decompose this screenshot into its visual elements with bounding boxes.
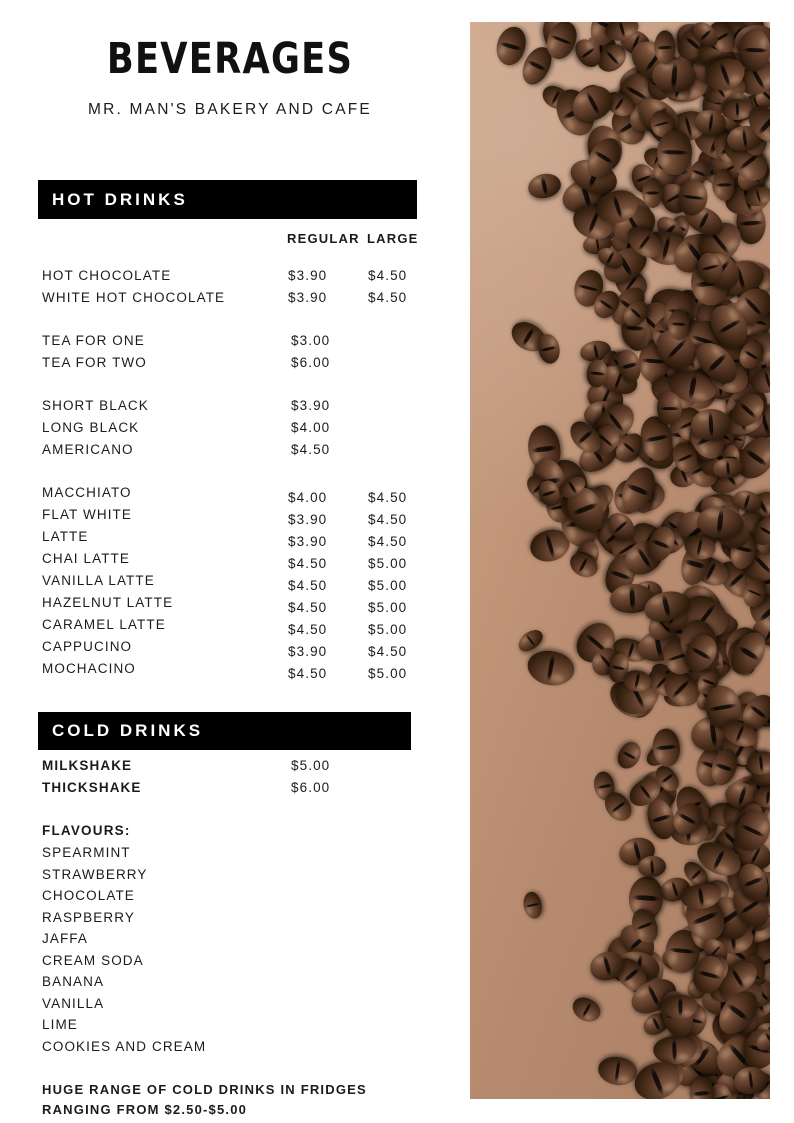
- list-item: BANANA: [42, 974, 105, 989]
- menu-item-price-large: $4.50: [368, 268, 408, 283]
- menu-item-price-large: $5.00: [368, 600, 408, 615]
- menu-item-price-regular: $3.90: [291, 398, 331, 413]
- footnote: [42, 1080, 442, 1120]
- menu-group-spacer: [38, 377, 448, 398]
- menu-item-price-regular: $3.90: [288, 534, 328, 549]
- section-heading-hot-drinks: [38, 180, 417, 219]
- coffee-bean: [654, 30, 676, 65]
- menu-item-row: [38, 420, 448, 442]
- menu-item-price-large: $5.00: [368, 556, 408, 571]
- list-item: CREAM SODA: [42, 952, 144, 968]
- menu-item-price-regular: $3.90: [288, 268, 328, 283]
- menu-item-row: [38, 485, 448, 507]
- list-item: LIME: [42, 1017, 78, 1032]
- menu-item-name: HOT CHOCOLATE: [42, 268, 172, 283]
- menu-item-price-regular: $4.50: [288, 666, 328, 681]
- menu-item-name: LATTE: [42, 529, 89, 544]
- menu-item-row: [38, 507, 448, 529]
- menu-item-row: [38, 398, 448, 420]
- page-subtitle: MR. MAN'S BAKERY AND CAFE: [88, 101, 372, 118]
- menu-item-row: [38, 355, 448, 377]
- menu-item-row: [38, 661, 448, 683]
- menu-item-price-regular: $6.00: [291, 780, 331, 795]
- menu-item-price-large: $5.00: [368, 622, 408, 637]
- menu-item-name: FLAT WHITE: [42, 507, 133, 522]
- column-header-large: LARGE: [367, 231, 419, 246]
- menu-item-name: CARAMEL LATTE: [42, 617, 166, 632]
- menu-item-row: [38, 551, 448, 573]
- menu-item-row: [38, 442, 448, 464]
- menu-item-name: CAPPUCINO: [42, 639, 133, 654]
- menu-item-name: TEA FOR TWO: [42, 355, 147, 370]
- menu-item-name: CHAI LATTE: [42, 551, 131, 566]
- menu-item-price-regular: $6.00: [291, 355, 331, 370]
- menu-item-row: [38, 573, 448, 595]
- coffee-bean: [663, 995, 698, 1019]
- menu-item-name: VANILLA LATTE: [42, 573, 155, 588]
- menu-item-name: HAZELNUT LATTE: [42, 595, 174, 610]
- menu-item-name: TEA FOR ONE: [42, 333, 145, 348]
- menu-item-name: MOCHACINO: [42, 661, 136, 676]
- section-heading-hot-drinks-label: HOT DRINKS: [52, 189, 188, 209]
- menu-item-row: [38, 780, 448, 802]
- menu-item-price-large: $5.00: [368, 666, 408, 681]
- menu-item-price-regular: $4.00: [291, 420, 331, 435]
- menu-item-price-large: $4.50: [368, 512, 408, 527]
- list-item: STRAWBERRY: [42, 866, 148, 882]
- list-item: JAFFA: [42, 931, 89, 946]
- footnote-line-1: HUGE RANGE OF COLD DRINKS IN FRIDGES: [42, 1082, 367, 1097]
- section-heading-cold-drinks: [38, 712, 411, 750]
- menu-item-row: [38, 268, 448, 290]
- menu-item-price-large: $4.50: [368, 534, 408, 549]
- menu-item-price-regular: $3.00: [291, 333, 331, 348]
- menu-item-price-regular: $3.90: [288, 644, 328, 659]
- coffee-bean: [712, 168, 735, 201]
- menu-item-price-large: $4.50: [368, 290, 408, 305]
- list-item: VANILLA: [42, 995, 105, 1011]
- menu-item-price-regular: $4.50: [288, 622, 328, 637]
- menu-item-price-regular: $3.90: [288, 290, 328, 305]
- coffee-bean: [739, 28, 770, 71]
- list-item: CHOCOLATE: [42, 888, 135, 903]
- menu-item-name: MACCHIATO: [42, 485, 132, 500]
- coffee-beans-photo: [470, 22, 770, 1099]
- list-item: RASPBERRY: [42, 909, 135, 925]
- menu-item-price-regular: $3.90: [288, 512, 328, 527]
- menu-item-price-regular: $4.00: [288, 490, 328, 505]
- flavours-list: [42, 845, 342, 1060]
- menu-item-price-large: $5.00: [368, 578, 408, 593]
- menu-item-price-regular: $5.00: [291, 758, 331, 773]
- menu-item-name: AMERICANO: [42, 442, 134, 457]
- menu-item-price-regular: $4.50: [288, 578, 328, 593]
- coffee-bean: [642, 178, 662, 208]
- menu-item-price-regular: $4.50: [288, 556, 328, 571]
- flavours-heading: FLAVOURS:: [42, 823, 131, 838]
- menu-item-row: [38, 639, 448, 661]
- list-item: SPEARMINT: [42, 845, 131, 860]
- section-heading-cold-drinks-label: COLD DRINKS: [52, 721, 204, 740]
- menu-item-price-regular: $4.50: [288, 600, 328, 615]
- menu-item-price-large: $4.50: [368, 644, 408, 659]
- menu-item-row: [38, 758, 448, 780]
- menu-item-name: SHORT BLACK: [42, 398, 149, 413]
- menu-item-row: [38, 617, 448, 639]
- footnote-line-2: RANGING FROM $2.50-$5.00: [42, 1102, 248, 1117]
- menu-item-name: LONG BLACK: [42, 420, 140, 435]
- cold-drinks-list: [38, 758, 448, 802]
- menu-group-spacer: [38, 464, 448, 485]
- list-item: COOKIES AND CREAM: [42, 1038, 207, 1054]
- menu-item-name: THICKSHAKE: [42, 780, 142, 795]
- menu-item-row: [38, 333, 448, 355]
- menu-item-row: [38, 529, 448, 551]
- column-header-regular: REGULAR: [287, 231, 360, 246]
- menu-item-name: WHITE HOT CHOCOLATE: [42, 290, 226, 305]
- menu-item-row: [38, 595, 448, 617]
- page-title: BEVERAGES: [106, 34, 354, 84]
- menu-group-spacer: [38, 312, 448, 333]
- menu-item-name: MILKSHAKE: [42, 758, 133, 773]
- menu-item-price-large: $4.50: [368, 490, 408, 505]
- menu-item-row: [38, 290, 448, 312]
- hot-drinks-list: [38, 268, 448, 683]
- menu-item-price-regular: $4.50: [291, 442, 331, 457]
